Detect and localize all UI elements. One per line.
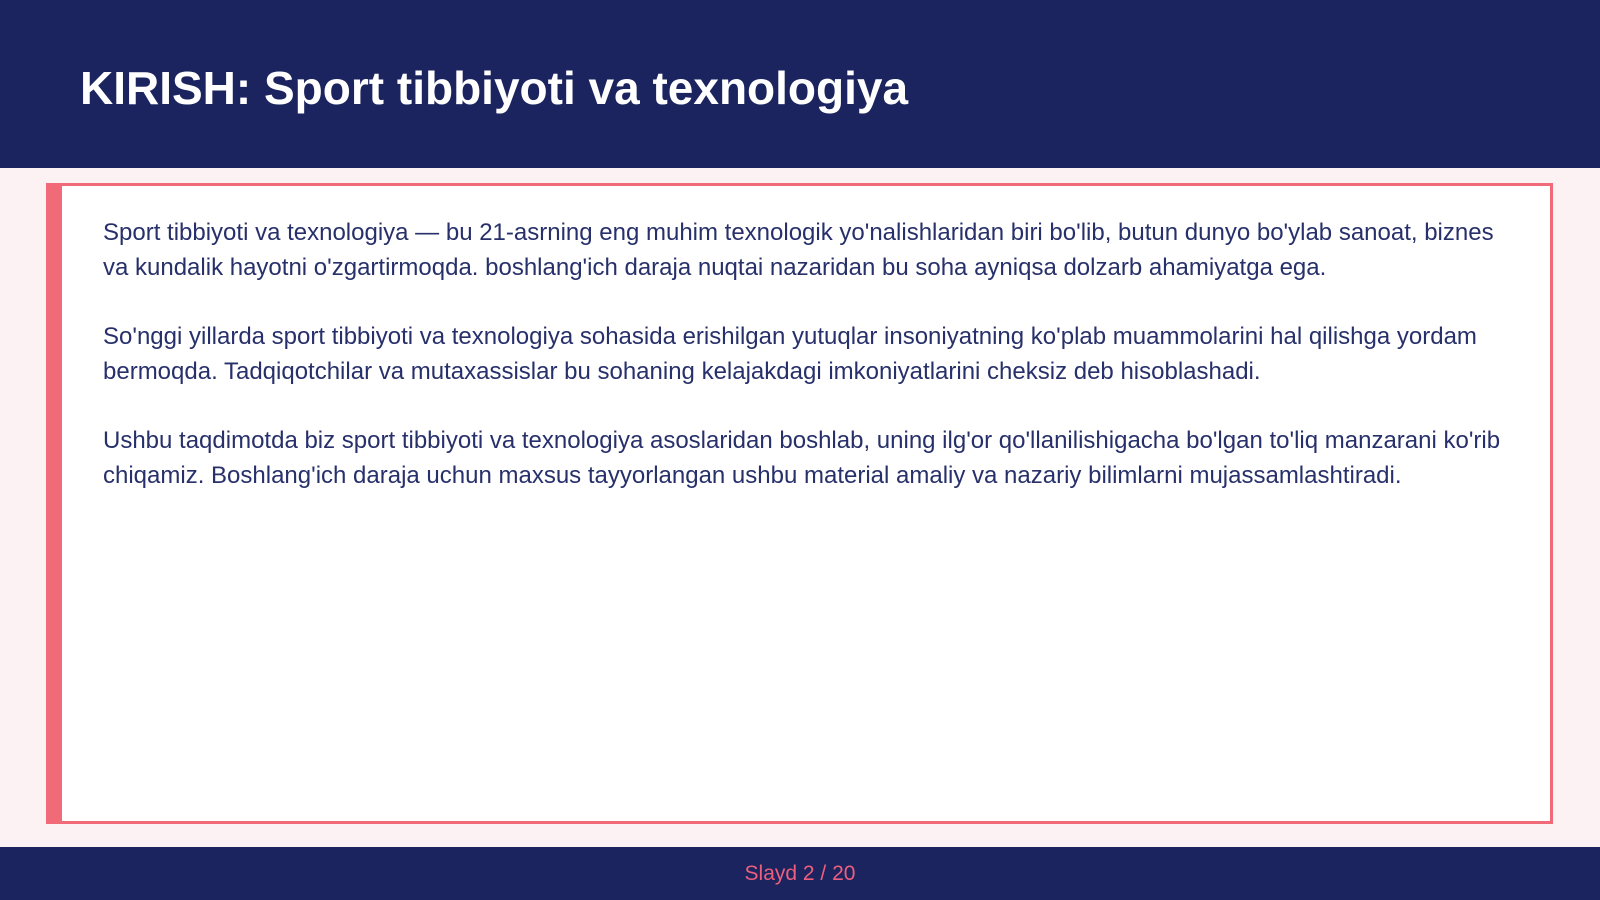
slide-title: KIRISH: Sport tibbiyoti va texnologiya xyxy=(80,62,909,114)
paragraph-2: So'nggi yillarda sport tibbiyoti va texnologiya sohasida erishilgan yutuqlar insoniyatning ko'plab muammolarini hal qilishga yordam bermoqda. Tadqiqotchilar va mutaxassislar bu sohaning kelajakdagi imkoniyatlarini cheksiz deb hisoblashadi. xyxy=(103,323,1477,385)
content-text xyxy=(103,216,1513,528)
content-card xyxy=(46,183,1553,824)
paragraph-1: Sport tibbiyoti va texnologiya — bu 21-asrning eng muhim texnologik yo'nalishlaridan biri bo'lib, butun dunyo bo'ylab sanoat, biznes va kundalik hayotni o'zgartirmoqda. boshlang'ich daraja nuqtai nazaridan bu soha ayniqsa dolzarb ahamiyatga ega. xyxy=(103,219,1494,281)
slide-header xyxy=(0,0,1600,168)
slide-footer xyxy=(0,847,1600,900)
slide-counter: Slayd 2 / 20 xyxy=(744,862,856,885)
paragraph-3: Ushbu taqdimotda biz sport tibbiyoti va texnologiya asoslaridan boshlab, uning ilg'or qo'llanilishigacha bo'lgan to'liq manzarani ko'rib chiqamiz. Boshlang'ich daraja uchun maxsus tayyorlangan ushbu material amaliy va nazariy bilimlarni mujassamlashtiradi. xyxy=(103,427,1501,489)
